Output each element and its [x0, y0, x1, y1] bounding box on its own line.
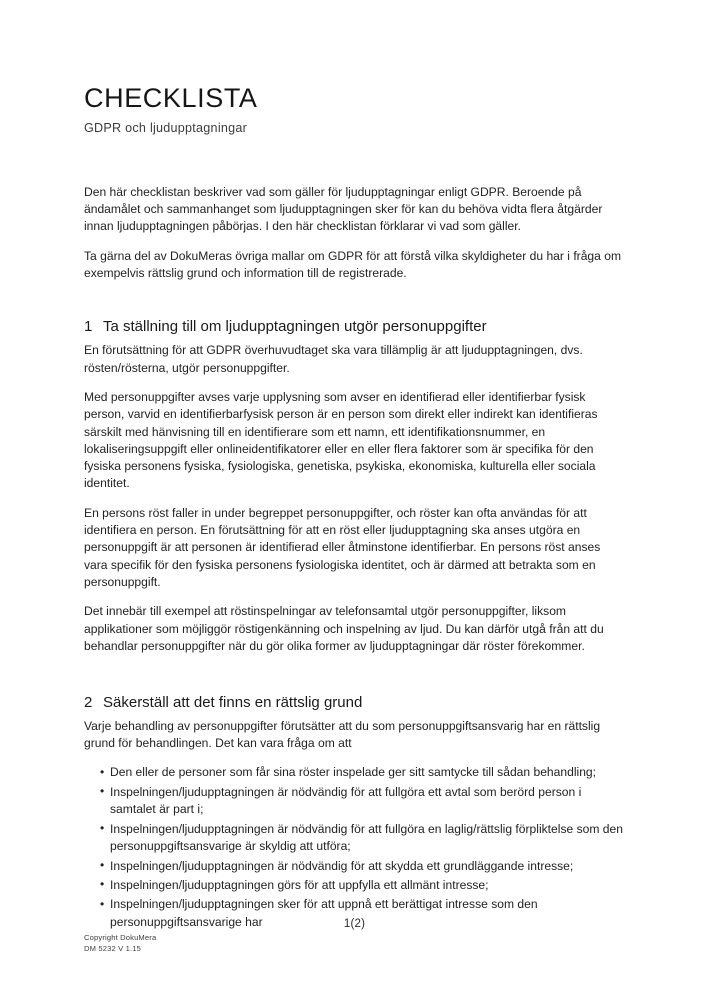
page-subtitle: GDPR och ljudupptagningar — [84, 120, 248, 135]
section-2-heading-text: Säkerställ att det finns en rättslig grund — [103, 694, 363, 712]
intro-paragraph-2: Ta gärna del av DokuMeras övriga mallar om GDPR för att förstå vilka skyldigheter du har i fråga om exempelvis rättslig grund och information till de registrerade. — [84, 248, 622, 281]
section-1-heading — [84, 317, 625, 337]
footer-copyright: Copyright DokuMera — [84, 933, 157, 942]
intro-paragraph-1: Den här checklistan beskriver vad som gäller för ljudupptagningar enligt GDPR. Beroende på ändamålet och sammanhanget som ljudupptagningen sker för kan du behöva vidta flera åtgärder innan ljudupptagningen påbörjas. I den här checklistan förklarar vi vad som gäller. — [84, 184, 603, 234]
section-1-paragraph-1: En förutsättning för att GDPR överhuvudtaget ska vara tillämplig är att ljudupptagningen, dvs. rösten/rösterna, utgör personuppgifter. — [84, 343, 583, 375]
list-item: • Inspelningen/ljudupptagningen görs för att uppfylla ett allmänt intresse; — [84, 877, 625, 894]
section-1-paragraph-3: En persons röst faller in under begreppet personuppgifter, och röster kan ofta användas för att identifiera en person. En förutsättning för att en röst eller ljudupptagning ska anses utgöra en personuppgift är att personen är identifierad eller åtminstone identifierbar. En persons röst anses vara specifik för den fysiska personens fysiologiska identitet, och är därmed att betrakta som en personuppgift. — [84, 505, 601, 589]
section-2-heading — [84, 693, 625, 713]
section-1-paragraph-4: Det innebär till exempel att röstinspelningar av telefonsamtal utgör personuppgifter, liksom applikationer som möjliggör röstigenkänning och inspelning av ljud. Du kan därför utgå från att du behandlar personuppgifter när du gör olika former av ljudupptagningar där röster förekommer. — [84, 604, 604, 653]
legal-basis-list — [84, 764, 625, 931]
list-item: • Inspelningen/ljudupptagningen är nödvändig för att skydda ett grundläggande intresse; — [84, 858, 625, 875]
page-number: 1(2) — [343, 918, 366, 930]
intro-section — [84, 184, 625, 283]
document-content — [84, 0, 625, 933]
list-item: • Den eller de personer som får sina röster inspelade ger sitt samtycke till sådan behandling; — [84, 764, 625, 781]
section-2 — [84, 693, 625, 931]
title-block — [84, 0, 625, 136]
list-item: • Inspelningen/ljudupptagningen är nödvändig för att fullgöra ett avtal som berörd person i samtalet är part i; — [84, 784, 625, 819]
list-item: • Inspelningen/ljudupptagningen är nödvändig för att fullgöra en laglig/rättslig förpliktelse som den personuppgiftsansvarige är skyldig att utföra; — [84, 821, 625, 856]
page-title: CHECKLISTA — [84, 83, 258, 113]
list-item: • Inspelningen/ljudupptagningen sker för att uppnå ett berättigat intresse som den personuppgiftsansvarige har — [84, 896, 625, 931]
section-1-paragraph-2: Med personuppgifter avses varje upplysning som avser en identifierad eller identifierbar fysisk person, varvid en identifierbarfysisk person är en person som direkt eller indirekt kan identifieras särskilt med hänvisning till en identifierare som ett namn, ett identifikationsnummer, en lokaliseringsuppgift eller onlineidentifikatorer eller en eller flera faktorer som är specifika för den fysiska personens fysiska, fysiologiska, genetiska, psykiska, ekonomiska, kulturella eller sociala identitet. — [84, 390, 598, 491]
section-2-body — [84, 718, 625, 931]
section-2-number: 2 — [84, 694, 93, 712]
section-1-number: 1 — [84, 318, 93, 336]
section-1-body — [84, 342, 625, 655]
footer-version: DM 5232 V 1.15 — [84, 943, 141, 953]
section-1-heading-text: Ta ställning till om ljudupptagningen utgör personuppgifter — [103, 318, 487, 336]
section-2-paragraph-1: Varje behandling av personuppgifter förutsätter att du som personuppgiftsansvarig har en rättslig grund för behandlingen. Det kan vara fråga om att — [84, 719, 601, 751]
document-footer — [84, 933, 156, 954]
section-1 — [84, 317, 625, 655]
